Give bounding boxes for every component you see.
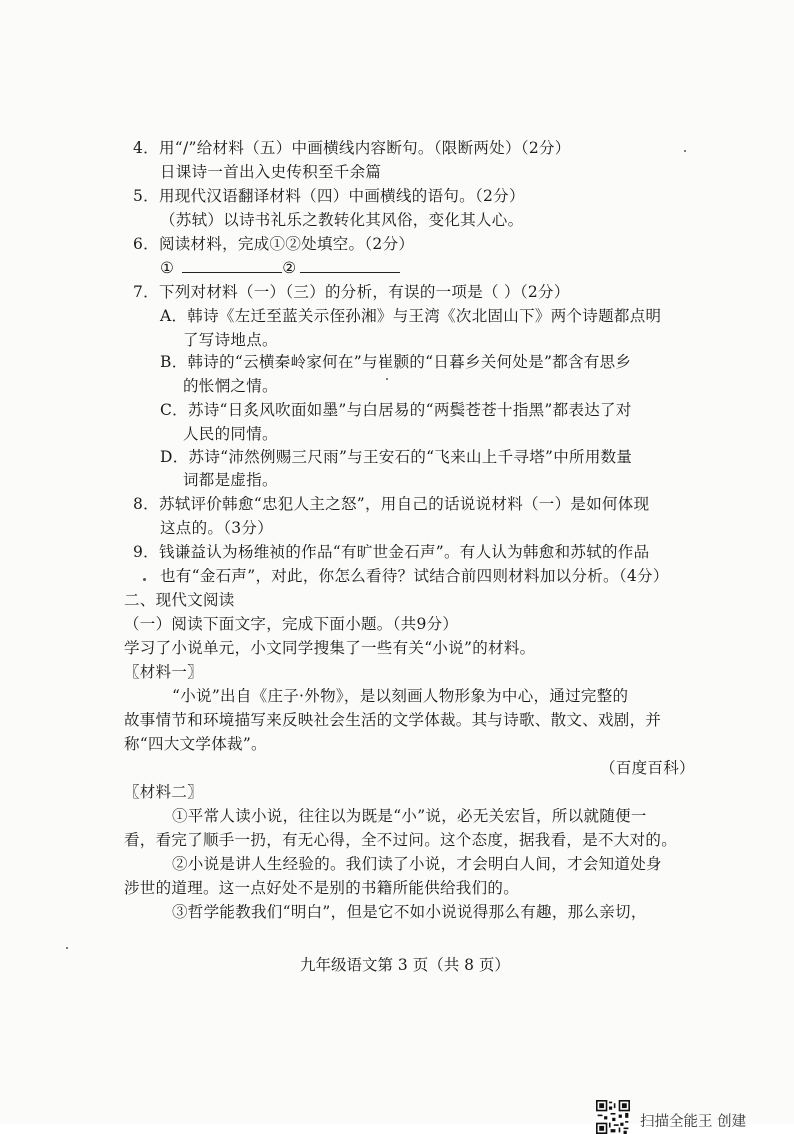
- question-7: 7．下列对材料（一）（三）的分析，有误的一项是（ ）（2分）: [133, 283, 570, 301]
- material-1-para-line3: 称“四大文学体裁”。: [124, 735, 267, 753]
- material-1-source: （百度百科）: [600, 759, 695, 777]
- qr-code-icon: [596, 1100, 630, 1134]
- material-1-label: 〖材料一〗: [124, 663, 204, 681]
- scan-speck: [684, 150, 686, 152]
- option-b-line1: B．韩诗的“云横秦岭家何在”与崔颢的“日暮乡关何处是”都含有思乡: [160, 353, 632, 371]
- blank-2-label: ②: [282, 259, 297, 277]
- question-6-blanks: [160, 258, 400, 278]
- option-a-line2: 了写诗地点。: [183, 331, 278, 349]
- question-6: 6．阅读材料，完成①②处填空。（2分）: [133, 235, 415, 253]
- question-4-text: 日课诗一首出入史传积至千余篇: [160, 163, 382, 181]
- material-2-label: 〖材料二〗: [124, 783, 204, 801]
- material-1-para-line1: “小说”出自《庄子·外物》，是以刻画人物形象为中心，通过完整的: [172, 687, 629, 705]
- option-b-line2: 的怅惘之情。: [183, 377, 278, 395]
- section-heading: 二、现代文阅读: [124, 591, 235, 609]
- blank-1-line[interactable]: [182, 258, 282, 273]
- material-1-para-line2: 故事情节和环境描写来反映社会生活的文学体裁。其与诗歌、散文、戏剧，并: [124, 711, 662, 729]
- question-4: 4．用“/”给材料（五）中画横线内容断句。（限断两处）（2分）: [133, 139, 571, 157]
- page-footer: 九年级语文第 3 页（共 8 页）: [300, 956, 510, 974]
- material-2-para1-line1: ①平常人读小说，往往以为既是“小”说，必无关宏旨，所以就随便一: [172, 807, 647, 825]
- material-2-para3-line1: ③哲学能教我们“明白”，但是它不如小说说得那么有趣，那么亲切，: [172, 903, 647, 921]
- option-c-line1: C．苏诗“日炙风吹面如墨”与白居易的“两鬓苍苍十指黑”都表达了对: [160, 401, 632, 419]
- section-subheading: （一）阅读下面文字，完成下面小题。（共9分）: [124, 615, 459, 633]
- scan-speck: [386, 378, 388, 380]
- option-c-line2: 人民的同情。: [183, 425, 278, 443]
- question-9-line1: 9．钱谦益认为杨维祯的作品“有旷世金石声”。有人认为韩愈和苏轼的作品: [133, 543, 650, 561]
- scan-speck: [66, 947, 68, 949]
- blank-2-line[interactable]: [300, 258, 400, 273]
- question-9-line2: 也有“金石声”，对此，你怎么看待？试结合前四则材料加以分析。（4分）: [160, 567, 669, 585]
- material-2-para1-line2: 看，看完了顺手一扔，有无心得，全不过问。这个态度，据我看，是不大对的。: [124, 831, 678, 849]
- material-2-para2-line2: 涉世的道理。这一点好处不是别的书籍所能供给我们的。: [124, 879, 520, 897]
- scanner-watermark: 扫描全能王 创建: [640, 1114, 747, 1130]
- intro-text: 学习了小说单元，小文同学搜集了一些有关“小说”的材料。: [124, 639, 536, 657]
- question-8-line2: 这点的。（3分）: [160, 519, 274, 537]
- scan-speck: [143, 578, 146, 581]
- question-5-text: （苏轼）以诗书礼乐之教转化其风俗，变化其人心。: [160, 211, 524, 229]
- option-a-line1: A．韩诗《左迁至蓝关示侄孙湘》与王湾《次北固山下》两个诗题都点明: [160, 307, 662, 325]
- option-d-line1: D．苏诗“沛然例赐三尺雨”与王安石的“飞来山上千寻塔”中所用数量: [160, 448, 633, 466]
- blank-1-label: ①: [160, 259, 175, 277]
- material-2-para2-line1: ②小说是讲人生经验的。我们读了小说，才会明白人间，才会知道处身: [172, 855, 662, 873]
- question-5: 5．用现代汉语翻译材料（四）中画横线的语句。（2分）: [133, 187, 525, 205]
- option-d-line2: 词都是虚指。: [183, 471, 278, 489]
- question-8-line1: 8．苏轼评价韩愈“忠犯人主之怒”，用自己的话说说材料（一）是如何体现: [133, 495, 650, 513]
